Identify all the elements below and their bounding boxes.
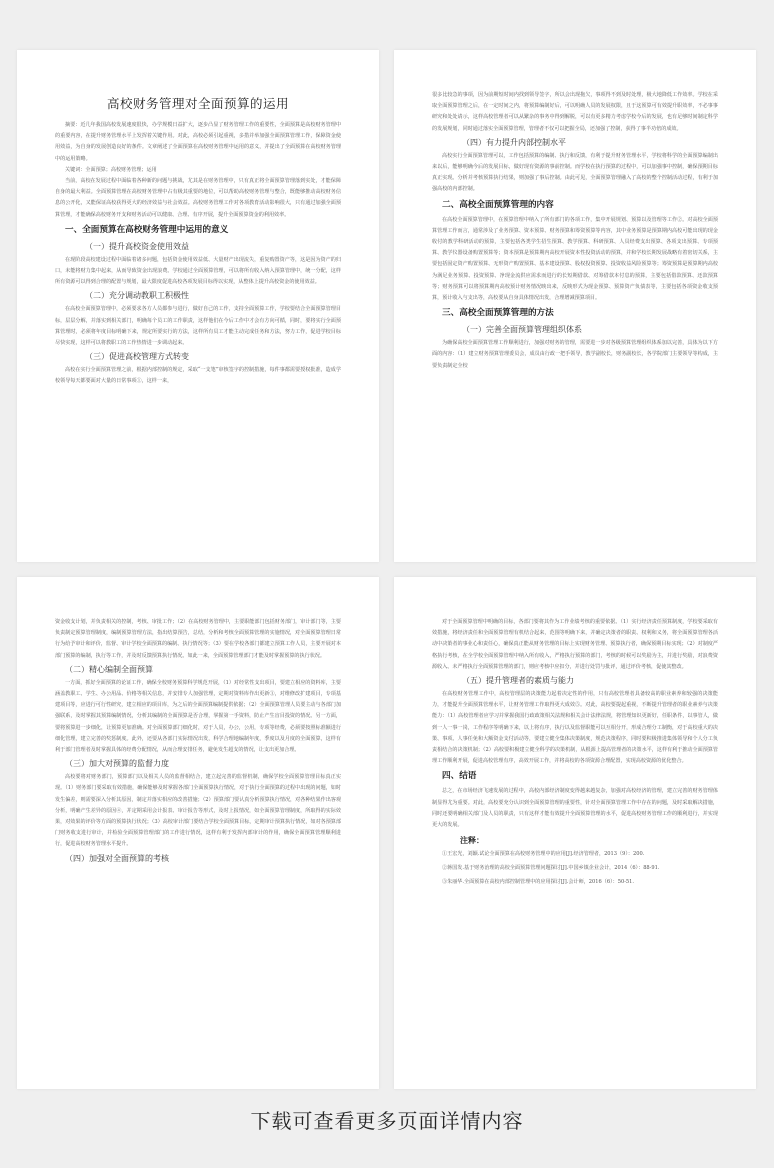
paragraph: 高校实行全面预算管理可以，工作包括预算的编制、执行和反馈，有利于提升财务管理水平，学校将科学的全面预算编制出来以后，能够明确今后的发展目标，做好现有资源的事前控制。而学校在执行预算的过程中，可以加强事中控制，确保预期目标真正实现。分析并考核预算执行结果，则加强了事后控制。由此可见，全面预算管理融入了高校的整个控制活动过程，有利于加强高校的内部控制。 [432,152,718,193]
paragraph: 在高校全面预算管理中，必须要求各方人员都参与进行，做好自己的工作，支持全面预算工作，学校要结合全面预算管理目标，层层分解，并落实到相关部门，明确每个员工的工作职责，这样他们在今后工作中才会有方向可循，同时，要将实行全面预算管理时，必须将年度目标明确下来，规定所要实行的方法，这样所有员工才能主动完成任务和方法，努力工作，促进学校目标尽快实现，这样可以将教职工的工作热情进一步调动起来。 [55,306,341,347]
notes-heading: 注释： [460,835,484,846]
section-heading: 二、高校全面预算管理的内容 [442,199,554,210]
paragraph: 在高校财务管理工作中，高校管理层的决策能力起着决定性的作用，只有高校管理者具备较高的职业素养和较强的决策能力，才能提升全面预算管理水平，让财务管理工作取得更大成效⑤。对此，高校要提起重视，不断提升管理者的职业素养与决策能力：（1）高校管理者应学习并掌握我国行政政策相关法规和相关会计法律法规，将管理知识更新好，任职条件，以事管人，做到一人一事一岗，工作程序等明确下来，以上将有序，执行以及监督职能可以互相分开，形成合理分工制衡，对于高校重大的决策、事项、人事任免和大额资金支付活动等，要建立健全集体决策制度，规范决策程序，同时要积极推进集体领导和个人分工负责相结合的决策机制；（2）高校要积极建立健全科学的决策机制，从根源上提高管理者的决策水平，这样有利于推动全面预算管理工作顺利开展，促进高校管理有序，高效开展工作，并将高校的各项资源合理配置，实现高校资源的优化整合。 [432,691,718,765]
keywords: 关键词：全面预算；高校财务管理；运用 [65,166,157,173]
paragraph: 为确保高校全面预算管理工作顺利进行，加强对财务的管理，需要进一步对各级预算管理组织体系加以完善，具体为以下方面的内容：（1）建立财务预算管理委员会，成员由行政一把手领导，教学副校长，财务副校长，各学院部门主要领导等构成，主要负责制定全校 [432,340,718,369]
reference-item: ①王宏光，刘颖.试论全面预算在高校财务管理中的应用[J].经济管理者，2013（9）：200. [442,851,645,858]
document-title: 高校财务管理对全面预算的运用 [106,96,289,111]
subsection-heading: （一）完善全面预算管理组织体系 [462,325,582,335]
abstract: 摘要：近几年我国高校发展速度很快，办学规模日益扩大，逐步凸显了财务管理工作的重要性，全面预算是高校财务管理中的重要内容，在提升财务管理水平上发挥着关键作用。对此，高校必须引起重视，多措并举加强全面预算管理工作，保障资金使用效益，为自身的发展创造良好的条件。文章阐述了全面预算在高校财务管理中运用的意义，并提出了全面预算在高校财务管理中的运用策略。 [55,122,341,162]
subsection-heading: （二）精心编制全面预算 [65,664,153,674]
document-page-2 [394,50,756,562]
section-heading: 四、结语 [442,771,477,782]
document-page-4 [394,577,756,1089]
paragraph: 高校要将对财务部门，预算部门以及相关人员的监督相结合，建立起完善的监督机制，确保学校全面预算管理目标真正实现。（1）财务部门要采取有效措施，确保能够及时掌握各部门全面预算执行情况，对于执行全面预算的过程中出现的问题，如时发生偏差，则需要深入分析其原因，制定并落实相应的改善措施；（2）预算部门要认真分析预算执行情况，对各种结果作出客观分析，明确产生差异的原因④，并定期采用会计报表、审计报告等形式，及时上报情况，如全面预算管理制度，所取得的实际效果，对效果的评价等方面的预算执行状况；（3）高校审计部门要结合学校全面预算目标，定期审计预算执行情况，如对各预算部门财务收支进行审计，并检验全面预算管理部门的工作进行情况，这样有利于发挥内部审计的作用，确保全面预算管理顺利进行，促进高校财务管理水平提升。 [55,774,341,848]
subsection-heading: （一）提升高校资金使用效益 [85,241,189,251]
paragraph: 在现阶段高校建设过程中面临着诸多问题，包括资金使用效益低、大量财产出现流失，重复购置资产等，这是因为资产的归口，未能将财力集中起来，从而导致资金出现浪费。学校通过全面预算管理，可以将所有收入纳入预算管理中，统一分配，这样所有资源可以得到合理的配置与规划，最大限度促进高校各项发展目标得以实现，从整体上提升高校资金的使用效益。 [55,256,341,286]
subsection-heading: （三）加大对预算的监督力度 [65,759,169,769]
paragraph: 一方面，抓好全面预算的论证工作，确保全校财务预算科学规范开展，（1）对经常性支出项目，要建立相应的资料库，主要涵盖教职工、学生、办公用品、价格等相关信息，并安排专人加强管理，定期对资料库作出更新③，对维修改扩建项目，专项基建项目等，应进行可行性研究，建立相应的项目库，为之后的全面预算编制提供依据；（2）全面预算管理人员要主动与各部门加强联系，及时掌握其预算编制情况，分析其编制的全面预算是否合理，掌握第一手资料，防止产生盲目投资的情况。另一方面，要将预算进一步细化，让预算更加准确。对全面预算部门细化时，对于人员，办公，公用，专项等经费，必须要按照标准额进行细化管理，建立完善的奖惩制度。此外，还要从各部门实际情况出发，科学合理地编制年度，季度以及月度的全面预算，这样有利于部门管理者及时掌握具体的经费分配情况，从而合理安排任务，避免发生超支的情况，让支出更加合理。 [55,679,341,754]
subsection-heading: （五）提升管理者的素质与能力 [462,676,574,686]
section-heading: 三、高校全面预算管理的方法 [442,308,554,319]
document-page-3 [17,577,379,1089]
download-prompt[interactable]: 下载可查看更多页面详情内容 [250,1109,524,1133]
subsection-heading: （二）充分调动教职工积极性 [85,291,189,301]
section-heading: 一、全面预算在高校财务管理中运用的意义 [65,224,229,235]
document-page-1 [17,50,379,562]
paragraph: 资金收支计划，并负责相关的控制，考核、审批工作；（2）在高校财务管理中，主要职能部门包括财务部门，审计部门等，主要负责制定预算管理制度，编制预算管理方法，指出结算预告，总结，分析和考核全面预算管理的实施情况，对全面预算管理日常行为给予审计和评价，监督、审计学校全面预算的编制、执行情况等；（3）要在学校各部门都建立预算工作人员，主要开展对本部门预算的编制，执行等工作，并及时反馈预算执行情况。如此一来，全面预算管理部门才能及时掌握预算的执行状况。 [55,619,341,659]
subsection-heading: （四）加强对全面预算的考核 [65,853,169,863]
subsection-heading: （四）有力提升内部控制水平 [462,137,566,147]
paragraph: 在高校全面预算管理中，在预算管理中纳入了所有部门的各项工作，集中开展规划、预算以及管理等工作②。对高校全面预算管理工作而言，通常涉及了业务预算、资本预算、财务预算和筹资预算等内容，其中业务预算是预算期内高校可能出现的现金收付的教学科研活动的预算，主要包括各类学生招生预算、教学预算、科研预算、人员经费支出预算、各项支出预算、专项预算、教学仪器设备购置预算等；资本预算是预算期内高校开展资本性投资活动的预算，并和学校长期发展战略有着密切关系，主要包括固定资产购置预算、无形资产购置预算、基本建设预算、股权投资预算、投资收益风险预算等；筹资预算是预算期内高校为满足业务预算、投资预算、净现金流供应需求而进行的长短期借款、对筹借款本付息的预算，主要包括借款预算、还款预算等；财务预算可以将预算期内高校预计财务情况映出来，反映形式为现金预算、预算资产负债表等，主要包括各项资金收支预算，预计收入与支出等，高校要从自身具体情况出发，合理增减预算项目。 [432,216,718,302]
paragraph: 高校在实行全面预算管理之前，根据内部控制的规定，采取“一支笔”审核签字的控制措施，每件事都需要授权批准，造成学校领导每天都要面对大量的日常事项①，这样一来， [55,367,341,385]
reference-item: ③朱丽华.全面预算在高校内部控制管理中的应用探讨[J].会计师，2016（6）：50-51. [442,879,635,886]
intro-paragraph: 当前，高校在发展过程中面临着各种新的问题与挑战，尤其是在财务管理中，只有真正将全面预算管理落到实处，才能保障自身的最大利益。全面预算管理在高校财务管理中占有极其重要的地位，可以帮助高校财务管理与整合，既能够推动高校财务信息的公开化，又能保证高校获得更大的经济效益与社会效益。高校财务管理工作对各项教育活动影响很大，只有通过加强全面预算管理，才能确保高校财务开支和财务活动可以健康、合理、有序开展，提升全面预算资金的利用效率。 [55,178,341,218]
subsection-heading: （三）促进高校管理方式转变 [85,352,189,362]
reference-item: ②蒋国发.基于财务治理的高校全面预算管理问题探讨[J].中国乡镇企业会计，2014（6）：88-91. [442,865,660,872]
paragraph: 对于全面预算管理中明确的目标，各部门要将其作为工作业绩考核的重要依据。（1）实行经济责任预算制度，学校要采取有效措施，将经济责任和全面预算管理有机结合起来，范围等明确下来，并确定决策者的职责、权利和义务，将全面预算管理各活动中决策者的事业心和责任心，确保真正能从财务管理的目标上实现财务管理、预算执行者，确保预期目标实现；（2）对制度严格执行考核，在全学校全面预算管理中纳入所有收入，严格执行预算的部门，考核的时候可以奖励为主，并进行奖励，对浪费资源收入、未严格执行全面预算管理的部门，则应考核中应扣分，并进行处罚与批评，通过评价考核，促使其整改。 [432,619,718,670]
conclusion-paragraph: 总之，在市场经济飞速发展的过程中，高校内部经济制度变得越来越复杂，加强对高校经济的管理，建立完善的财务管理体制显得尤为重要。对此，高校要充分认识到全面预算管理的重要性，针对全面预算管理工作中存在的问题，及时采取解决措施，同时还要明确相关部门及人员的职责，只有这样才能有效提升全面预算管理的水平，促进高校财务管理工作的顺利进行，并实现更大的发展。 [432,788,718,829]
paragraph: 很多比较急的事项，因为前期短时间内找到领导签字，所以会出现拖欠，事项得不到及时处理，极大地降低工作效率。学校在采取全面预算管理之后，在一定时间之内，将预算编制好后，可以明确人员的发展权限，且于这预算可有效提升职效率，不必事事研究和处处请示，这样高校管理者可以从繁杂的事务中得到解脱，可以有更多精力考虑学校今后的发展，也有足够时间制定科学的发展规划，同时通过落实全面预算管理，管理者不仅可以把握全局，还加强了控制，获得了事半功倍的成效。 [432,92,718,132]
